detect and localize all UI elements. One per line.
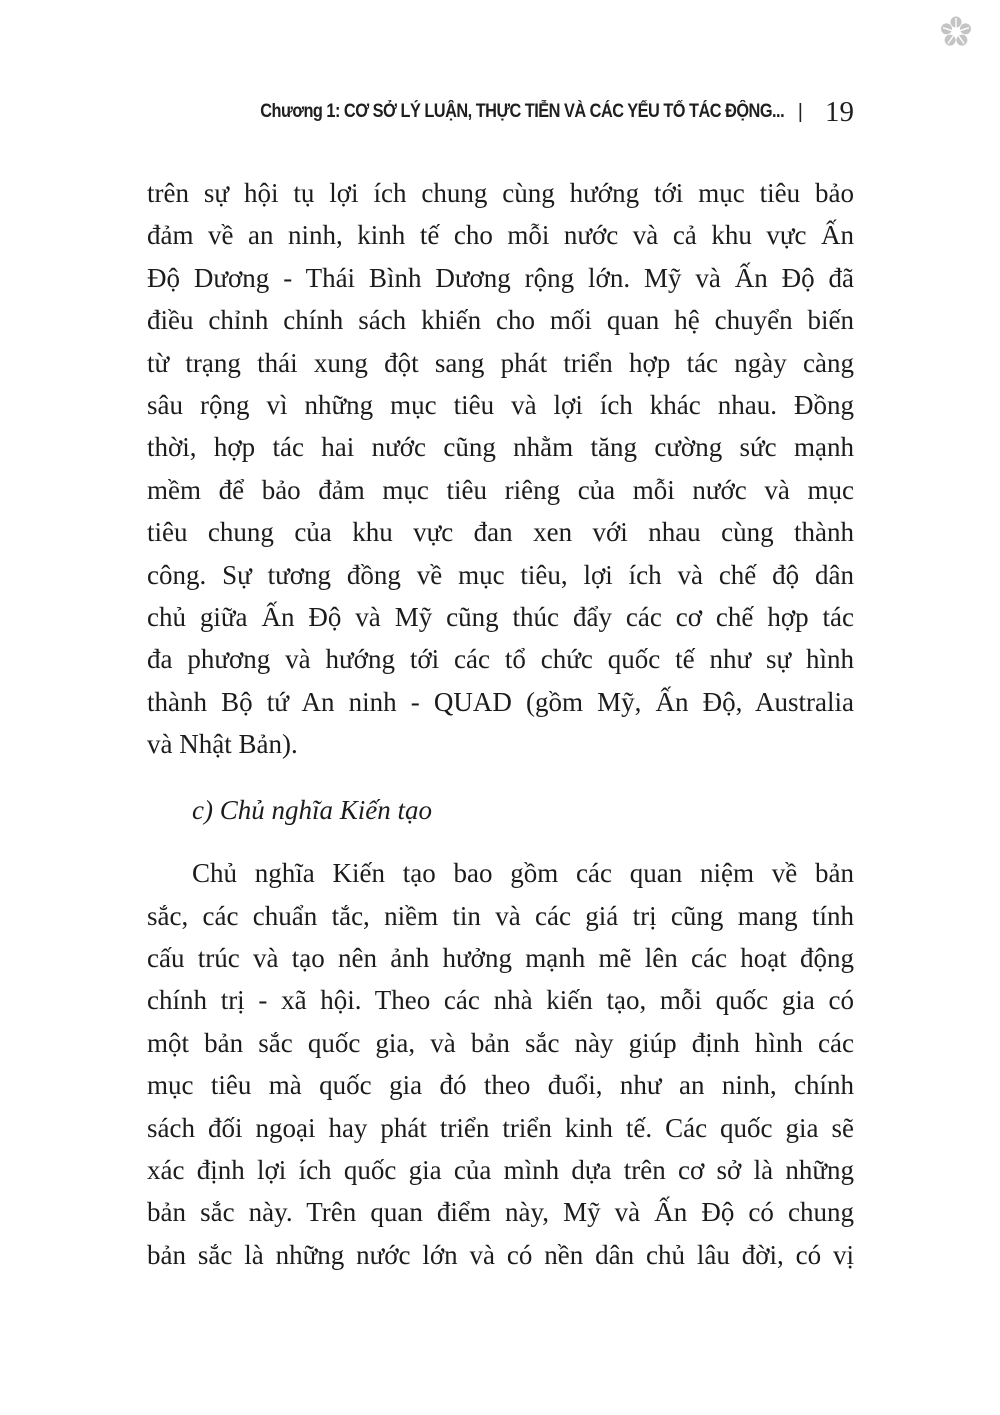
text-line: tiêu chung của khu vực đan xen với nhau cùng thành [147,517,854,548]
text-line: điều chỉnh chính sách khiến cho mối quan hệ chuyển biến [147,305,854,336]
text-line: bản sắc là những nước lớn và có nền dân chủ lâu đời, có vị [147,1239,854,1270]
text-line: công. Sự tương đồng về mục tiêu, lợi ích và chế độ dân [147,559,854,590]
chapter-title: Chương 1: CƠ SỞ LÝ LUẬN, THỰC TIỄN VÀ CÁC YẾU TỐ TÁC ĐỘNG... [259,101,784,122]
text-line: mục tiêu mà quốc gia đó theo đuổi, như an ninh, chính [147,1070,854,1101]
text-line: bản sắc này. Trên quan điểm này, Mỹ và Ấn Độ có chung [147,1197,854,1228]
paragraph-2 [147,852,854,1276]
text-line: một bản sắc quốc gia, và bản sắc này giúp định hình các [147,1027,854,1058]
text-line: xác định lợi ích quốc gia của mình dựa trên cơ sở là những [147,1154,854,1185]
text-line: sắc, các chuẩn tắc, niềm tin và các giá trị cũng mang tính [147,900,854,931]
text-line: từ trạng thái xung đột sang phát triển hợp tác ngày càng [147,347,854,378]
text-line: thành Bộ tứ An ninh - QUAD (gồm Mỹ, Ấn Độ, Australia [147,686,854,717]
text-line: đảm về an ninh, kinh tế cho mỗi nước và cả khu vực Ấn [147,220,854,251]
text-line: cấu trúc và tạo nên ảnh hưởng mạnh mẽ lên các hoạt động [147,942,854,973]
header-separator: | [797,100,803,123]
text-line: mềm để bảo đảm mục tiêu riêng của mỗi nước và mục [147,474,854,505]
text-line: chủ giữa Ấn Độ và Mỹ cũng thúc đẩy các cơ chế hợp tác [147,602,854,633]
flower-logo-icon [938,14,974,50]
text-line: Độ Dương - Thái Bình Dương rộng lớn. Mỹ và Ấn Độ đã [147,262,854,293]
text-line: thời, hợp tác hai nước cũng nhằm tăng cường sức mạnh [147,432,854,463]
text-line: chính trị - xã hội. Theo các nhà kiến tạo, mỗi quốc gia có [147,985,854,1016]
text-line: đa phương và hướng tới các tổ chức quốc tế như sự hình [147,644,854,675]
paragraph-1 [147,172,854,766]
text-line: sách đối ngoại hay phát triển triển kinh tế. Các quốc gia sẽ [147,1112,854,1143]
text-line: và Nhật Bản). [147,729,298,760]
running-header [148,92,854,132]
body-text [147,172,854,1276]
page-number: 19 [825,95,854,128]
text-line: sâu rộng vì những mục tiêu và lợi ích khác nhau. Đồng [147,390,854,421]
section-heading: c) Chủ nghĩa Kiến tạo [192,794,432,825]
text-line: trên sự hội tụ lợi ích chung cùng hướng tới mục tiêu bảo [147,178,854,208]
text-line: Chủ nghĩa Kiến tạo bao gồm các quan niệm về bản [192,858,854,889]
